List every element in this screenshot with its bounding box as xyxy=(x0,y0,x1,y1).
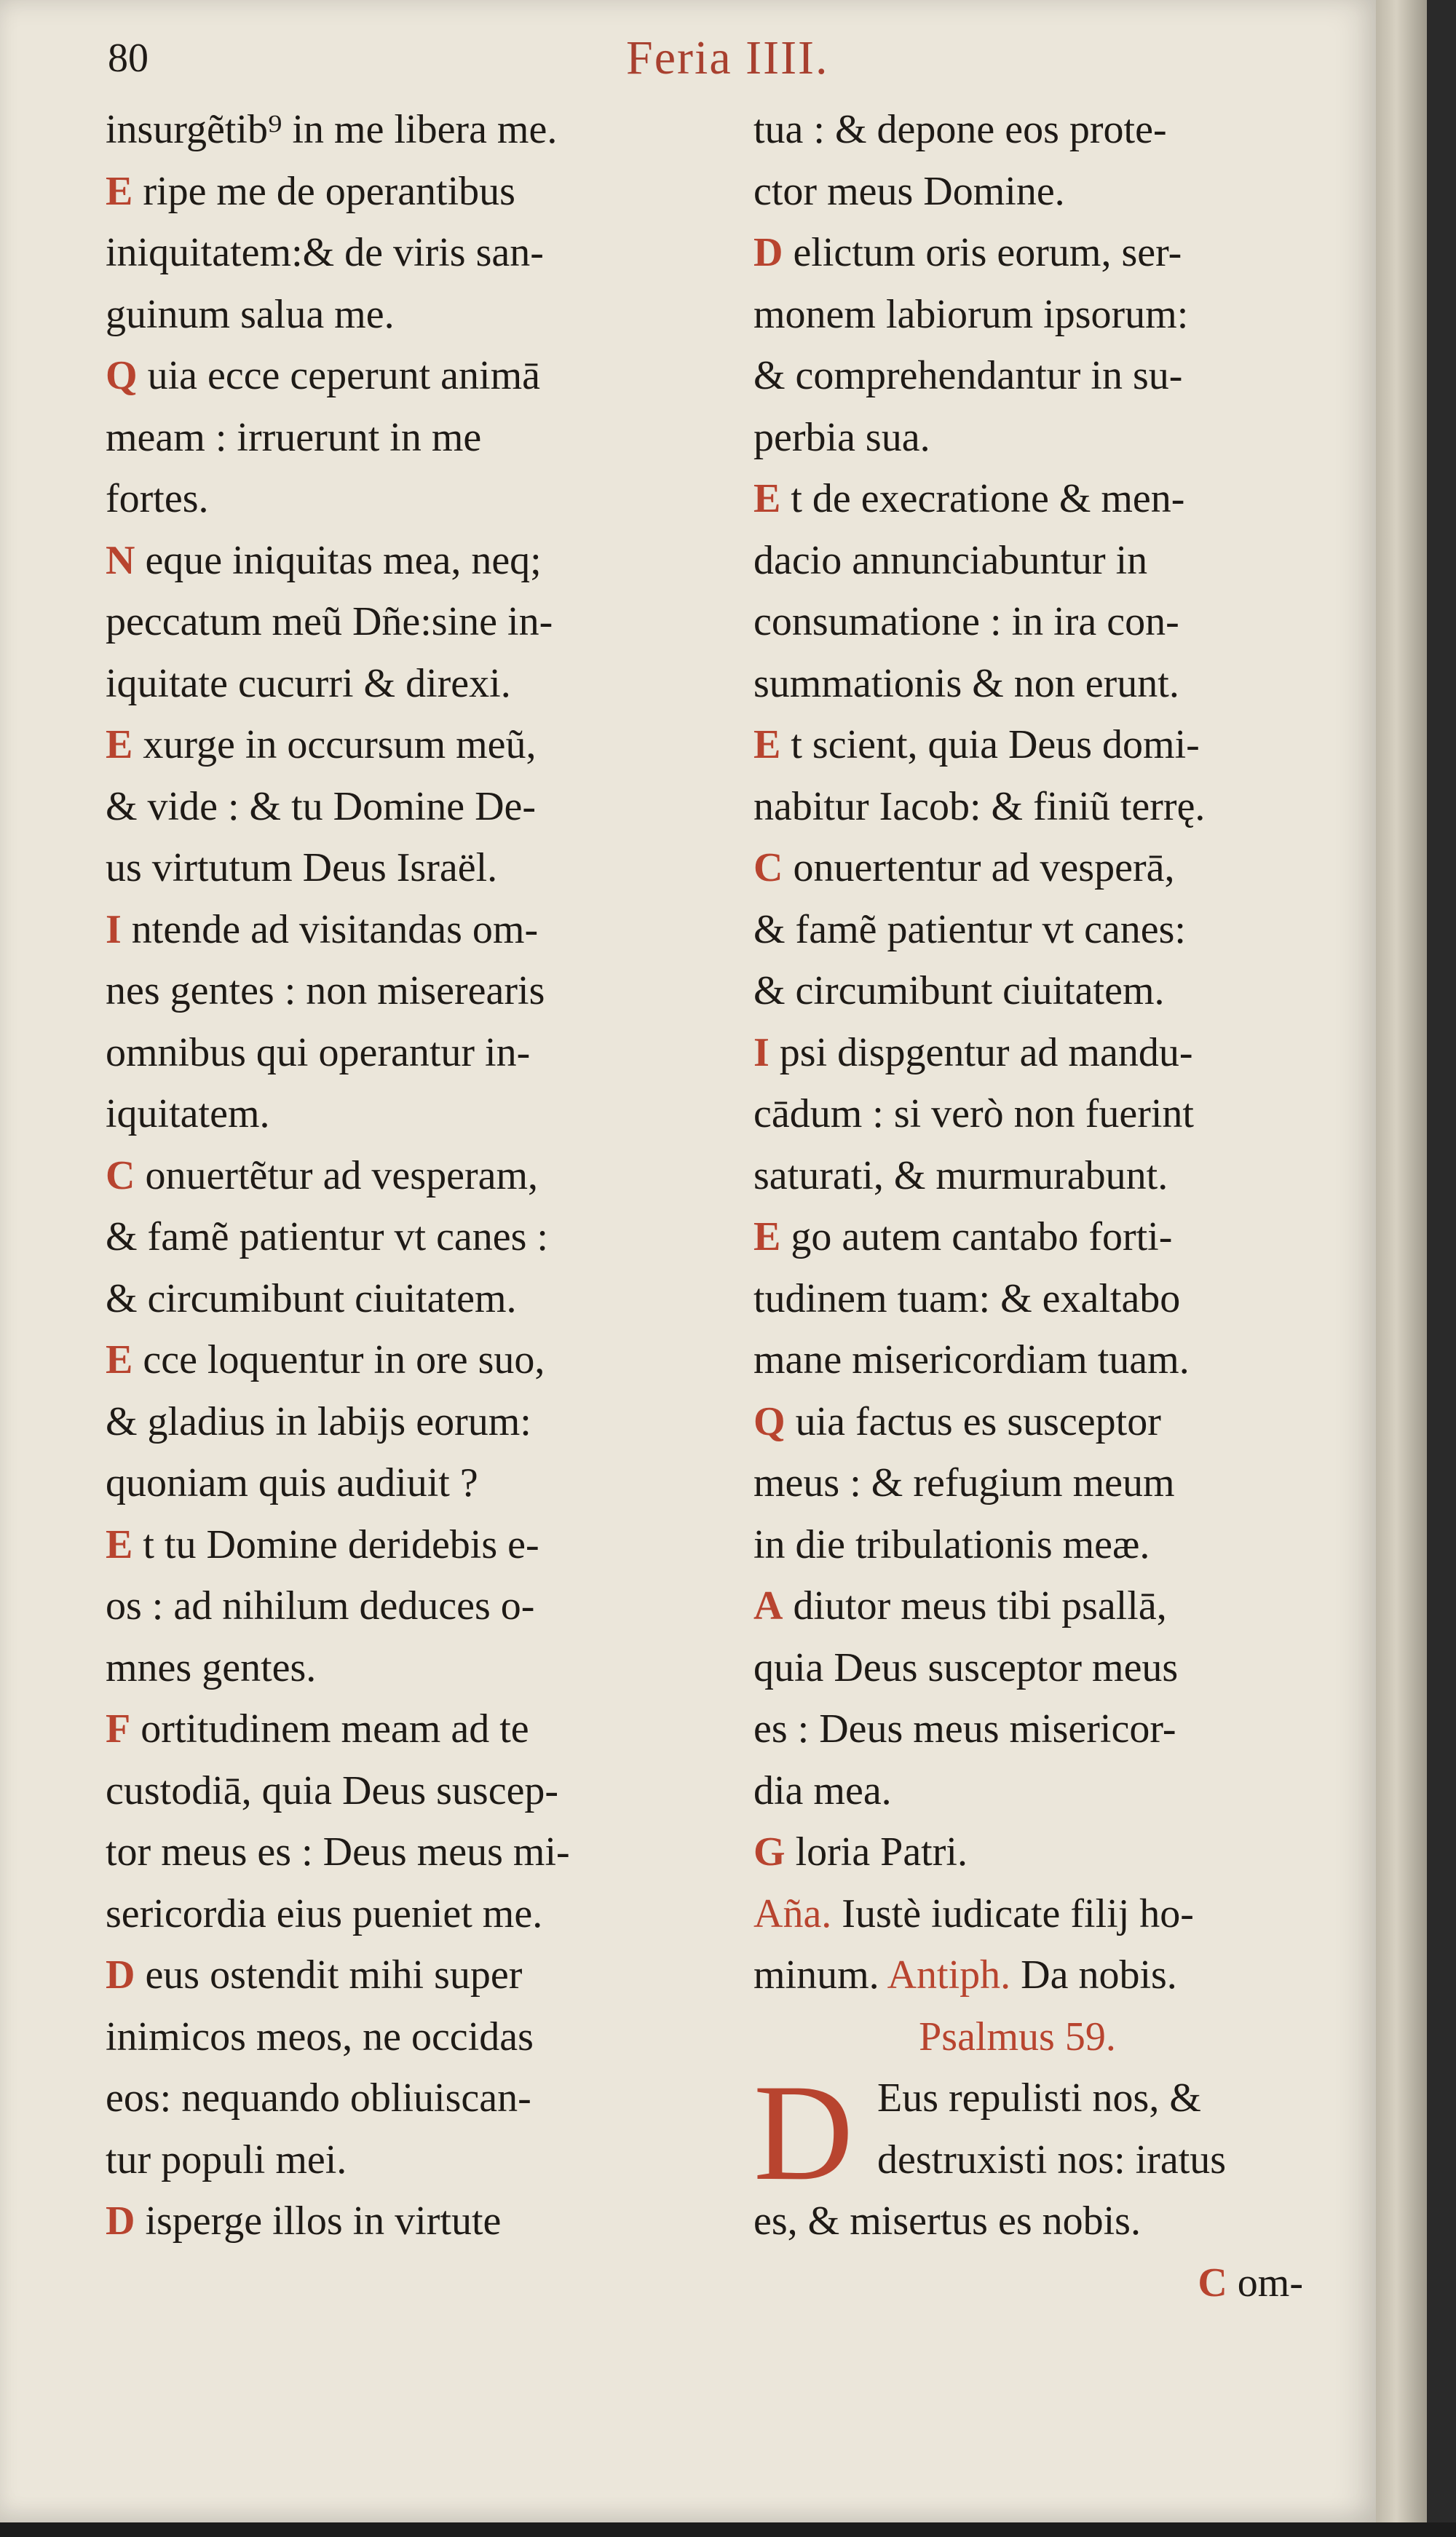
folio-number: 80 xyxy=(108,36,149,81)
right-verse-initial: C xyxy=(753,845,783,890)
left-line-text: iquitatem. xyxy=(106,1091,270,1136)
left-line-text: t tu Domine deridebis e- xyxy=(132,1521,539,1567)
right-line xyxy=(753,1514,1369,1576)
right-line xyxy=(753,1268,1369,1330)
right-verse-initial: E xyxy=(753,476,781,521)
right-line-text: psi dispgentur ad mandu- xyxy=(769,1029,1193,1075)
right-line xyxy=(753,1022,1369,1084)
left-line xyxy=(106,345,739,407)
left-line xyxy=(106,530,739,592)
left-line xyxy=(106,1329,739,1391)
right-line xyxy=(753,530,1369,592)
left-line xyxy=(106,1452,739,1514)
left-line xyxy=(106,1391,739,1453)
right-verse-initial: G xyxy=(753,1829,786,1875)
right-line-text: loria Patri. xyxy=(785,1829,968,1875)
right-line xyxy=(753,1206,1369,1268)
left-verse-initial: C xyxy=(106,1152,135,1198)
left-line-text: inimicos meos, ne occidas xyxy=(106,2014,534,2059)
right-verse-initial: A xyxy=(753,1583,783,1628)
left-line-text: ripe me de operantibus xyxy=(132,168,515,214)
left-line-text: iquitate cucurri & direxi. xyxy=(106,660,511,706)
psalm-line-2: destruxisti nos: iratus xyxy=(877,2137,1227,2182)
left-line xyxy=(106,960,739,1022)
left-line-text: eus ostendit mihi super xyxy=(135,1952,523,1998)
right-line-text: consumatione : in ira con- xyxy=(753,599,1179,644)
left-verse-initial: E xyxy=(106,722,133,767)
left-line xyxy=(106,1145,739,1207)
antiphon-line-2 xyxy=(753,1944,1369,2006)
right-line-text: diutor meus tibi psallā, xyxy=(783,1583,1167,1628)
left-line xyxy=(106,1575,739,1637)
left-line-text: onuertẽtur ad vesperam, xyxy=(135,1152,538,1198)
right-line-text: uia factus es susceptor xyxy=(785,1398,1161,1444)
right-line xyxy=(753,837,1369,899)
left-verse-initial: F xyxy=(106,1706,131,1752)
left-verse-initial: I xyxy=(106,906,122,952)
right-line-text: mane misericordiam tuam. xyxy=(753,1337,1190,1382)
page-header xyxy=(0,28,1376,86)
right-verse-initial: E xyxy=(753,1214,781,1259)
left-line xyxy=(106,468,739,530)
left-line xyxy=(106,1022,739,1084)
right-line xyxy=(753,1698,1369,1760)
left-verse-initial: E xyxy=(106,1337,133,1382)
left-line xyxy=(106,776,739,838)
left-line-text: uia ecce ceperunt animā xyxy=(137,353,540,398)
left-verse-initial: D xyxy=(106,1952,135,1998)
left-line-text: fortes. xyxy=(106,476,209,521)
left-line-text: & gladius in labijs eorum: xyxy=(106,1398,531,1444)
left-line-text: mnes gentes. xyxy=(106,1645,317,1690)
left-line xyxy=(106,1268,739,1330)
right-line-text: ctor meus Domine. xyxy=(753,168,1065,214)
right-line-text: & comprehendantur in su- xyxy=(753,353,1183,398)
psalm-line-3: es, & misertus es nobis. xyxy=(753,2198,1141,2244)
left-verse-initial: E xyxy=(106,1521,133,1567)
left-line-text: omnibus qui operantur in- xyxy=(106,1029,531,1075)
right-line-text: & famẽ patientur vt canes: xyxy=(753,906,1186,952)
left-verse-initial: D xyxy=(106,2198,135,2244)
left-line xyxy=(106,1083,739,1145)
left-line-text: insurgẽtib⁹ in me libera me. xyxy=(106,107,558,152)
right-line xyxy=(753,1575,1369,1637)
right-line-text: quia Deus susceptor meus xyxy=(753,1645,1179,1690)
antiphon-label: Aña. xyxy=(753,1891,832,1936)
left-verse-initial: E xyxy=(106,168,133,214)
right-line xyxy=(753,222,1369,284)
right-verse-initial: Q xyxy=(753,1398,786,1444)
right-line xyxy=(753,1391,1369,1453)
left-line xyxy=(106,591,739,653)
left-line xyxy=(106,1637,739,1699)
left-line xyxy=(106,1944,739,2006)
left-line xyxy=(106,2129,739,2191)
right-line xyxy=(753,653,1369,715)
right-line xyxy=(753,468,1369,530)
right-line-text: t scient, quia Deus domi- xyxy=(780,722,1200,767)
psalm-opening xyxy=(753,2057,1369,2252)
page-edge-right xyxy=(1376,0,1427,2522)
left-line-text: xurge in occursum meũ, xyxy=(132,722,537,767)
psalm-big-initial: D xyxy=(753,2057,854,2209)
right-line xyxy=(753,1821,1369,1883)
right-line xyxy=(753,1145,1369,1207)
left-line-text: tor meus es : Deus meus mi- xyxy=(106,1829,570,1875)
right-line xyxy=(753,714,1369,776)
psalm-heading: Psalmus 59. xyxy=(919,2014,1116,2059)
right-line-text: saturati, & murmurabunt. xyxy=(753,1152,1168,1198)
right-line-text: summationis & non erunt. xyxy=(753,660,1179,706)
right-line-text: tua : & depone eos prote- xyxy=(753,107,1167,152)
left-line xyxy=(106,1514,739,1576)
right-verse-initial: D xyxy=(753,230,783,275)
left-line-text: sericordia eius pueniet me. xyxy=(106,1891,543,1936)
right-line-text: & circumibunt ciuitatem. xyxy=(753,968,1165,1013)
left-line xyxy=(106,1206,739,1268)
left-line xyxy=(106,2190,739,2252)
left-line-text: cce loquentur in ore suo, xyxy=(132,1337,545,1382)
right-line-text: go autem cantabo forti- xyxy=(780,1214,1173,1259)
left-line-text: guinum salua me. xyxy=(106,291,395,337)
right-line xyxy=(753,407,1369,469)
left-line-text: tur populi mei. xyxy=(106,2137,347,2182)
left-line xyxy=(106,1821,739,1883)
antiphon-text-3: Da nobis. xyxy=(1010,1952,1177,1998)
right-line-text: cādum : si verò non fuerint xyxy=(753,1091,1194,1136)
left-line xyxy=(106,407,739,469)
right-line xyxy=(753,776,1369,838)
right-line xyxy=(753,899,1369,961)
left-line xyxy=(106,161,739,223)
right-verse-initial: I xyxy=(753,1029,769,1075)
catchword-text: om- xyxy=(1227,2260,1303,2306)
left-line xyxy=(106,899,739,961)
catchword-initial: C xyxy=(1198,2260,1227,2306)
right-line-text: dia mea. xyxy=(753,1768,892,1813)
antiphon-text-2: minum. xyxy=(753,1952,879,1998)
left-line-text: & circumibunt ciuitatem. xyxy=(106,1275,517,1321)
page-edge-bottom xyxy=(0,2522,1456,2537)
right-line xyxy=(753,1637,1369,1699)
left-line-text: custodiā, quia Deus suscep- xyxy=(106,1768,559,1813)
left-line-text: ortitudinem meam ad te xyxy=(130,1706,529,1752)
left-line xyxy=(106,1883,739,1945)
left-verse-initial: N xyxy=(106,537,135,583)
right-line xyxy=(753,99,1369,161)
right-line xyxy=(753,284,1369,346)
right-line-text: perbia sua. xyxy=(753,414,930,460)
right-line xyxy=(753,960,1369,1022)
left-line-text: us virtutum Deus Israël. xyxy=(106,845,498,890)
left-line xyxy=(106,714,739,776)
left-line xyxy=(106,99,739,161)
right-line xyxy=(753,1760,1369,1822)
left-line-text: os : ad nihilum deduces o- xyxy=(106,1583,535,1628)
catchword xyxy=(753,2252,1369,2314)
antiphon-text-1: Iustè iudicate filij ho- xyxy=(831,1891,1194,1936)
right-line-text: monem labiorum ipsorum: xyxy=(753,291,1189,337)
right-line-text: dacio annunciabuntur in xyxy=(753,537,1148,583)
right-line xyxy=(753,1329,1369,1391)
left-line-text: peccatum meũ Dñe:sine in- xyxy=(106,599,553,644)
right-line-text: onuertentur ad vesperā, xyxy=(783,845,1175,890)
right-line-text: tudinem tuam: & exaltabo xyxy=(753,1275,1181,1321)
left-line-text: & famẽ patientur vt canes : xyxy=(106,1214,548,1259)
left-line xyxy=(106,284,739,346)
left-line-text: nes gentes : non miserearis xyxy=(106,968,545,1013)
left-verse-initial: Q xyxy=(106,353,138,398)
antiphon-line-1 xyxy=(753,1883,1369,1945)
right-line-text: in die tribulationis meæ. xyxy=(753,1521,1150,1567)
running-head: Feria IIII. xyxy=(626,31,829,84)
right-column-verses xyxy=(753,99,1369,1883)
left-line-text: quoniam quis audiuit ? xyxy=(106,1460,478,1505)
left-line-text: eque iniquitas mea, neq; xyxy=(135,537,542,583)
left-line xyxy=(106,222,739,284)
antiphon-label-2: Antiph. xyxy=(879,1952,1011,1998)
left-column xyxy=(106,99,739,2252)
left-line xyxy=(106,1698,739,1760)
left-line-text: meam : irruerunt in me xyxy=(106,414,482,460)
left-line xyxy=(106,653,739,715)
right-verse-initial: E xyxy=(753,722,781,767)
right-line-text: es : Deus meus misericor- xyxy=(753,1706,1176,1752)
left-line xyxy=(106,1760,739,1822)
left-line-text: iniquitatem:& de viris san- xyxy=(106,230,544,275)
right-line xyxy=(753,1452,1369,1514)
left-line xyxy=(106,837,739,899)
left-line-text: & vide : & tu Domine De- xyxy=(106,783,537,829)
right-line-text: elictum oris eorum, ser- xyxy=(783,230,1182,275)
left-line-text: ntende ad visitandas om- xyxy=(121,906,539,952)
right-column xyxy=(753,99,1369,2314)
right-line-text: meus : & refugium meum xyxy=(753,1460,1175,1505)
right-line xyxy=(753,1083,1369,1145)
left-line xyxy=(106,2006,739,2068)
left-line-text: eos: nequando obliuiscan- xyxy=(106,2075,531,2121)
right-line xyxy=(753,345,1369,407)
right-line xyxy=(753,591,1369,653)
right-line-text: t de execratione & men- xyxy=(780,476,1185,521)
right-line-text: nabitur Iacob: & finiũ terrę. xyxy=(753,783,1206,829)
left-line xyxy=(106,2067,739,2129)
psalm-line-1: Eus repulisti nos, & xyxy=(877,2075,1201,2121)
left-line-text: isperge illos in virtute xyxy=(135,2198,502,2244)
right-line xyxy=(753,161,1369,223)
